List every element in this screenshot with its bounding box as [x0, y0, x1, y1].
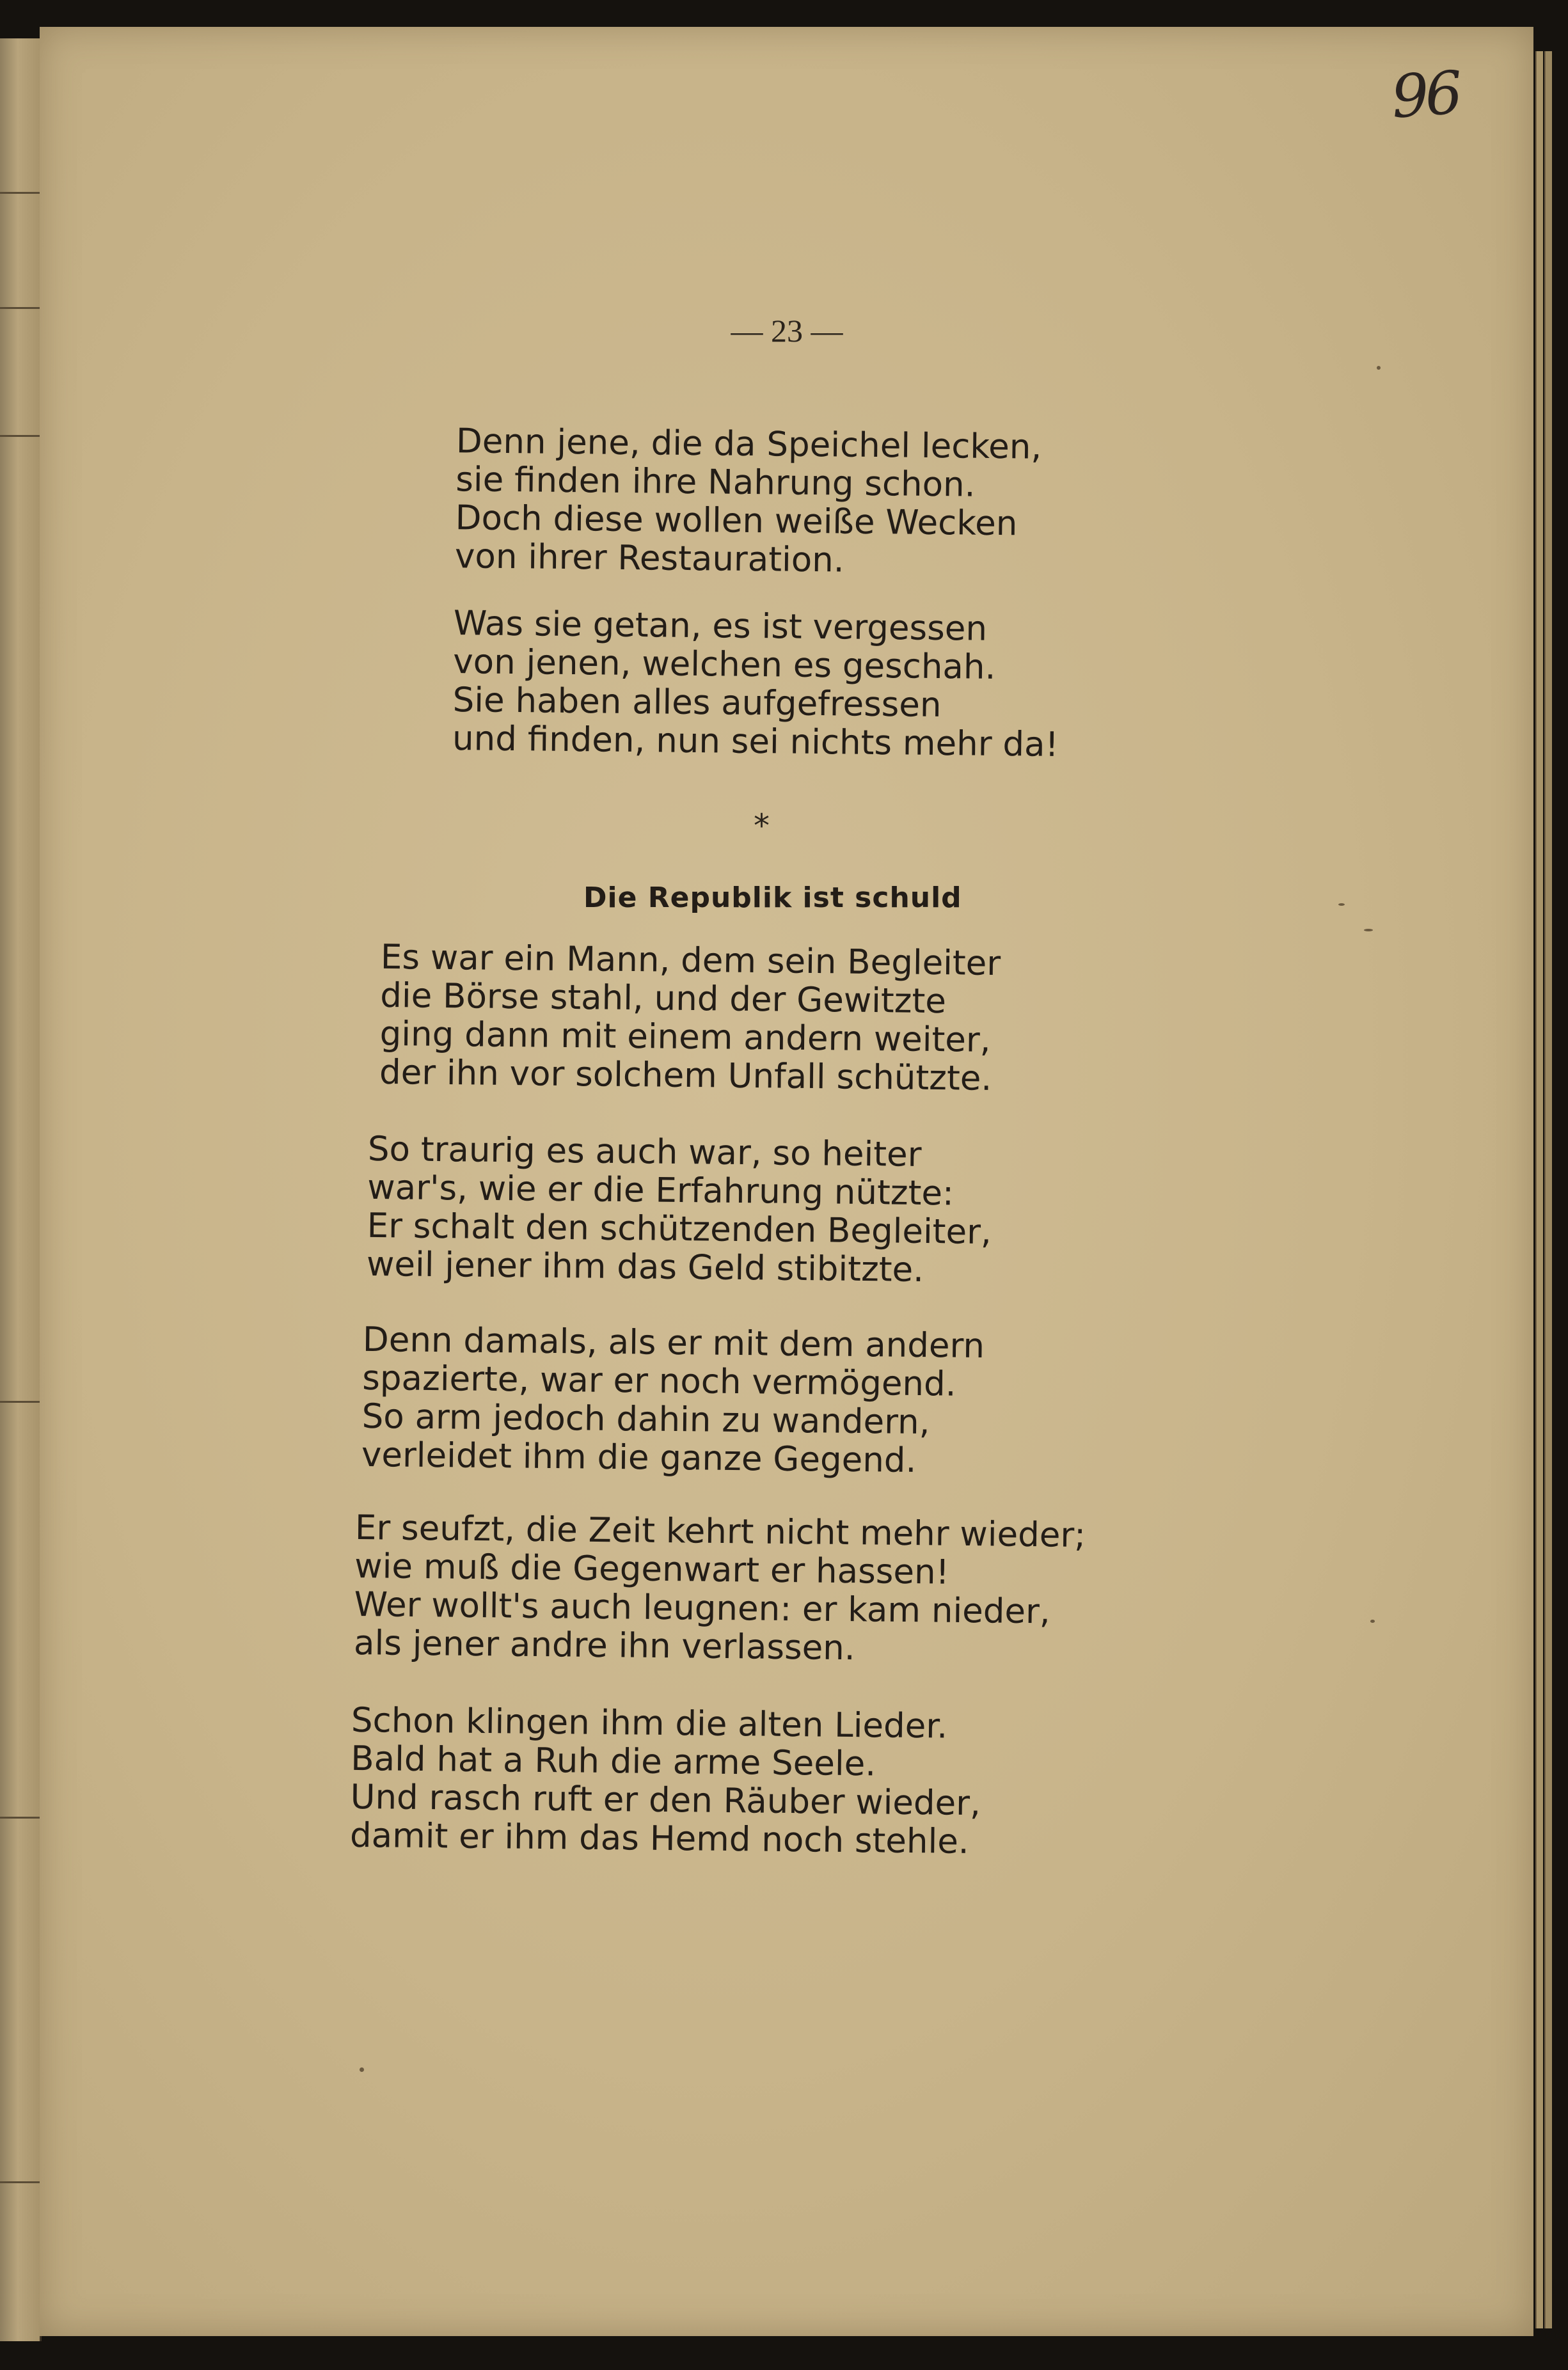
sliver-mark — [0, 307, 40, 309]
verse-line: Was sie getan, es ist vergessen — [453, 604, 988, 649]
poem-title: Die Republik ist schuld — [583, 881, 962, 914]
verse-line: spazierte, war er noch vermögend. — [362, 1358, 956, 1404]
section-separator: * — [754, 807, 770, 844]
left-page-sliver — [0, 38, 42, 2341]
page-edge — [1535, 51, 1543, 2328]
verse-line: weil jener ihm das Geld stibitzte. — [366, 1244, 924, 1290]
poem-stanza-1 — [379, 938, 1001, 1098]
poem-stanza-5 — [350, 1702, 982, 1861]
verse-line: war's, wie er die Erfahrung nützte: — [367, 1167, 954, 1213]
verse-line: ging dann mit einem andern weiter, — [379, 1014, 991, 1060]
verse-line: der ihn vor solchem Unfall schützte. — [379, 1052, 992, 1098]
sliver-mark — [0, 1817, 40, 1819]
verse-line: verleidet ihm die ganze Gegend. — [361, 1435, 917, 1480]
verse-line: sie finden ihre Nahrung schon. — [455, 460, 976, 505]
verse-line: von ihrer Restauration. — [454, 537, 844, 580]
sliver-mark — [0, 1401, 40, 1403]
page-edge — [1544, 51, 1552, 2328]
sliver-mark — [0, 192, 40, 194]
sliver-mark — [0, 435, 40, 437]
verse-line: Schon klingen ihm die alten Lieder. — [351, 1700, 948, 1746]
verse-line: Wer wollt's auch leugnen: er kam nieder, — [354, 1585, 1051, 1632]
verse-line: Es war ein Mann, dem sein Begleiter — [380, 937, 1001, 984]
paper-speck — [1364, 929, 1373, 931]
handwritten-folio-number: 96 — [1389, 58, 1461, 132]
poem-stanza-3 — [361, 1321, 985, 1481]
intro-stanza-2 — [452, 604, 1060, 764]
paper-speck — [1338, 903, 1345, 906]
verse-line: Und rasch ruft er den Räuber wieder, — [350, 1777, 981, 1824]
verse-line: als jener andre ihn verlassen. — [353, 1623, 855, 1668]
verse-line: und finden, nun sei nichts mehr da! — [452, 719, 1059, 764]
verse-line: von jenen, welchen es geschah. — [453, 642, 996, 687]
verse-line: damit er ihm das Hemd noch stehle. — [349, 1815, 970, 1861]
verse-line: Denn jene, die da Speichel lecken, — [455, 422, 1042, 467]
verse-line: So arm jedoch dahin zu wandern, — [361, 1396, 930, 1442]
verse-line: Er seufzt, die Zeit kehrt nicht mehr wieder; — [354, 1508, 1086, 1555]
poem-stanza-4 — [354, 1509, 1086, 1670]
page-number: — 23 — — [731, 313, 843, 349]
poem-stanza-2 — [367, 1130, 993, 1290]
paper-speck — [1377, 366, 1381, 370]
intro-stanza-1 — [455, 422, 1042, 582]
verse-line: Sie haben alles aufgefressen — [452, 681, 942, 725]
sliver-mark — [0, 2181, 40, 2183]
verse-line: wie muß die Gegenwart er hassen! — [354, 1547, 950, 1592]
verse-line: Er schalt den schützenden Begleiter, — [367, 1206, 992, 1252]
verse-line: Denn damals, als er mit dem andern — [362, 1320, 985, 1366]
verse-line: die Börse stahl, und der Gewitzte — [380, 976, 947, 1022]
paper-speck — [360, 2067, 364, 2072]
verse-line: Bald hat a Ruh die arme Seele. — [351, 1739, 876, 1784]
verse-line: Doch diese wollen weiße Wecken — [455, 498, 1018, 544]
paper-speck — [1370, 1620, 1375, 1623]
verse-line: So traurig es auch war, so heiter — [367, 1129, 922, 1174]
